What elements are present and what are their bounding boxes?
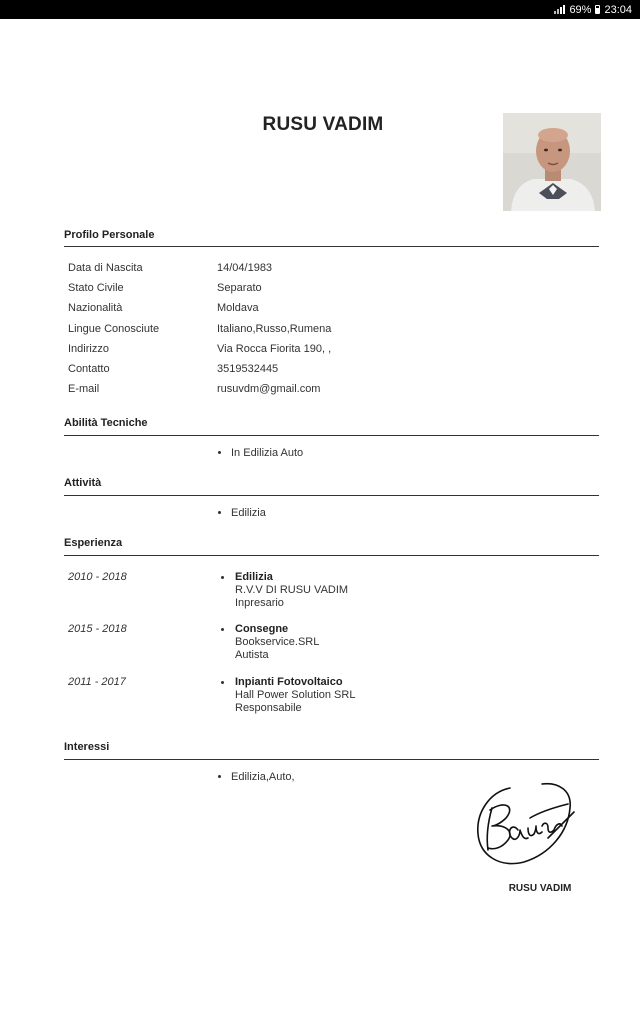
status-bar xyxy=(0,0,640,19)
section-heading-abilita: Abilità Tecniche xyxy=(64,417,148,429)
profile-row xyxy=(68,363,598,377)
experience-dates: 2011 - 2017 xyxy=(68,676,126,688)
list-item xyxy=(218,507,266,519)
experience-dates: 2015 - 2018 xyxy=(68,623,127,635)
profile-value: 14/04/1983 xyxy=(217,262,273,274)
experience-details xyxy=(235,676,355,715)
bullet-icon xyxy=(218,451,221,454)
experience-title: Inpianti Fotovoltaico xyxy=(235,676,343,688)
signature-name: RUSU VADIM xyxy=(508,883,572,894)
experience-title: Edilizia xyxy=(235,571,273,583)
profile-row xyxy=(68,343,598,357)
clock: 23:04 xyxy=(604,3,632,16)
profile-label: Data di Nascita xyxy=(68,262,143,274)
profile-value: rusuvdm@gmail.com xyxy=(217,383,321,395)
list-item xyxy=(218,447,303,459)
section-divider xyxy=(64,246,599,247)
experience-role: Responsabile xyxy=(235,702,302,714)
experience-company: Bookservice.SRL xyxy=(235,636,320,648)
bullet-icon xyxy=(221,681,224,684)
bullet-icon xyxy=(218,511,221,514)
profile-label: Indirizzo xyxy=(68,343,109,355)
profile-label: Nazionalità xyxy=(68,302,123,314)
bullet-icon xyxy=(221,576,224,579)
experience-role: Inpresario xyxy=(235,597,284,609)
skill-text: In Edilizia Auto xyxy=(231,447,304,459)
section-heading-esperienza: Esperienza xyxy=(64,537,123,549)
section-divider xyxy=(64,759,599,760)
section-heading-profilo: Profilo Personale xyxy=(64,229,155,241)
signal-icon xyxy=(554,5,565,14)
battery-icon xyxy=(595,5,600,14)
section-divider xyxy=(64,555,599,556)
experience-company: Hall Power Solution SRL xyxy=(235,689,356,701)
bullet-icon xyxy=(218,775,221,778)
section-heading-attivita: Attività xyxy=(64,477,102,489)
section-divider xyxy=(64,435,599,436)
profile-value: Separato xyxy=(217,282,262,294)
profile-value: Moldava xyxy=(217,302,259,314)
profile-photo xyxy=(503,113,601,211)
profile-row xyxy=(68,282,598,296)
experience-details xyxy=(235,571,348,610)
profile-label: Contatto xyxy=(68,363,110,375)
profile-value: 3519532445 xyxy=(217,363,279,375)
experience-company: R.V.V DI RUSU VADIM xyxy=(235,584,349,596)
bullet-icon xyxy=(221,628,224,631)
profile-row xyxy=(68,323,598,337)
profile-label: E-mail xyxy=(68,383,100,395)
handwritten-signature xyxy=(470,778,580,870)
profile-row xyxy=(68,262,598,276)
section-divider xyxy=(64,495,599,496)
profile-value: Via Rocca Fiorita 190, , xyxy=(217,343,332,355)
profile-value: Italiano,Russo,Rumena xyxy=(217,323,332,335)
experience-dates: 2010 - 2018 xyxy=(68,571,127,583)
profile-row xyxy=(68,383,598,397)
cv-name-title: RUSU VADIM xyxy=(262,114,384,135)
experience-details xyxy=(235,623,319,662)
profile-label: Lingue Conosciute xyxy=(68,323,160,335)
experience-title: Consegne xyxy=(235,623,289,635)
activity-text: Edilizia xyxy=(231,507,266,519)
experience-role: Autista xyxy=(235,649,269,661)
battery-percent: 69% xyxy=(569,3,592,16)
section-heading-interessi: Interessi xyxy=(64,741,110,753)
list-item xyxy=(218,771,295,783)
interest-text: Edilizia,Auto, xyxy=(231,771,295,783)
profile-row xyxy=(68,302,598,316)
profile-label: Stato Civile xyxy=(68,282,124,294)
